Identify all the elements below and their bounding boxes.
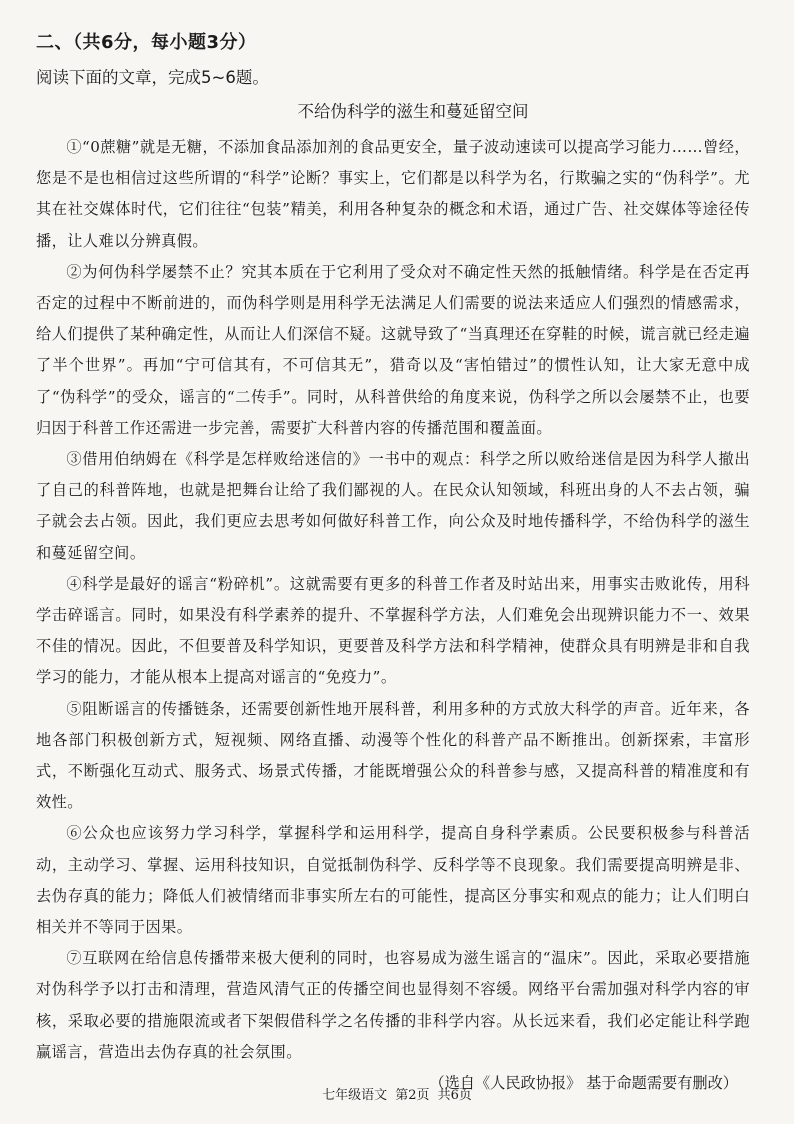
page-footer [0,1086,794,1106]
article-body [36,132,750,1068]
paragraph-3: ③借用伯纳姆在《科学是怎样败给迷信的》一书中的观点：科学之所以败给迷信是因为科学人撤出了自己的科普阵地，也就是把舞台让给了我们鄙视的人。在民众认知领域，科班出身的人不去占领，骗子就会去占领。因此，我们更应去思考如何做好科普工作，向公众及时地传播科学，不给伪科学的滋生和蔓延留空间。 [36,450,750,562]
paragraph-7: ⑦互联网在给信息传播带来极大便利的同时，也容易成为滋生谣言的“温床”。因此，采取必要措施对伪科学予以打击和清理，营造风清气正的传播空间也显得刻不容缓。网络平台需加强对科学内容的审核，采取必要的措施限流或者下架假借科学之名传播的非科学内容。从长远来看，我们必定能让科学跑赢谣言，营造出去伪存真的社会氛围。 [36,949,750,1061]
paragraph-5: ⑤阻断谣言的传播链条，还需要创新性地开展科普，利用多种的方式放大科学的声音。近年来，各地各部门积极创新方式，短视频、网络直播、动漫等个性化的科普产品不断推出。创新探索，丰富形式，不断强化互动式、服务式、场景式传播，才能既增强公众的科普参与感，又提高科普的精准度和有效性。 [36,699,750,812]
reading-instruction: 阅读下面的文章，完成5~6题。 [36,68,269,87]
footer-subject: 七年级语文 [322,1088,388,1103]
footer-total-pages: 共6页 [437,1088,472,1103]
paragraph-6: ⑥公众也应该努力学习科学，掌握科学和运用科学，提高自身科学素质。公民要积极参与科普活动，主动学习、掌握、运用科技知识，自觉抵制伪科学、反科学等不良现象。我们需要提高明辨是非、去伪存真的能力；降低人们被情绪而非事实所左右的可能性，提高区分事实和观点的能力；让人们明白相关并不等同于因果。 [36,824,750,937]
footer-page-number: 第2页 [395,1088,430,1103]
paragraph-4: ④科学是最好的谣言“粉碎机”。这就需要有更多的科普工作者及时站出来，用事实击败讹传，用科学击碎谣言。同时，如果没有科学素养的提升、不掌握科学方法，人们难免会出现辨识能力不一、效果不佳的情况。因此，不但要普及科学知识，更要普及科学方法和科学精神，使群众具有明辨是非和自我学习的能力，才能从根本上提高对谣言的“免疫力”。 [36,574,750,687]
paragraph-2: ②为何伪科学屡禁不止？究其本质在于它利用了受众对不确定性天然的抵触情绪。科学是在否定再否定的过程中不断前进的，而伪科学则是用科学无法满足人们需要的说法来适应人们强烈的情感需求，给人们提供了某种确定性，从而让人们深信不疑。这就导致了“当真理还在穿鞋的时候，谎言就已经走遍了半个世界”。再加“宁可信其有，不可信其无”，猎奇以及“害怕错过”的惯性认知，让大家无意中成了“伪科学”的受众，谣言的“二传手”。同时，从科普供给的角度来说，伪科学之所以会屡禁不止，也要归因于科普工作还需进一步完善，需要扩大科普内容的传播范围和覆盖面。 [36,262,750,437]
article-title: 不给伪科学的滋生和蔓延留空间 [297,102,529,121]
paragraph-1: ①“0蔗糖”就是无糖，不添加食品添加剂的食品更安全，量子波动速读可以提高学习能力……曾经，您是不是也相信过这些所谓的“科学”论断？事实上，它们都是以科学为名，行欺骗之实的“伪科学”。尤其在社交媒体时代，它们往往“包装”精美，利用各种复杂的概念和术语，通过广告、社交媒体等途径传播，让人难以分辨真假。 [36,138,750,250]
section-heading: 二、（共6分，每小题3分） [36,32,257,53]
article-source: （选自《人民政协报》 基于命题需要有删改） [429,1074,738,1093]
